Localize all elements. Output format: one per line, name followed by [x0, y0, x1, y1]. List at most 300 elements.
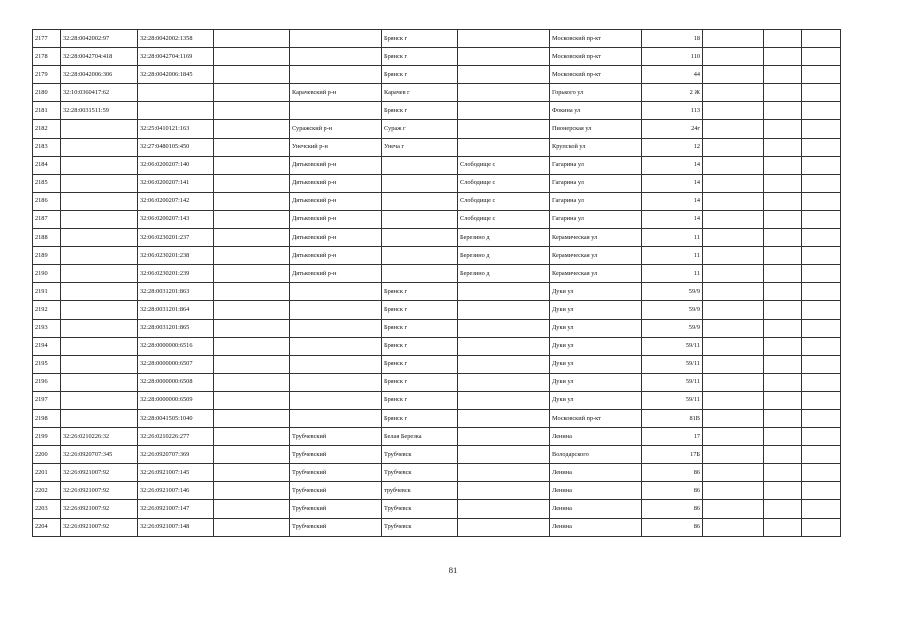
extra-cell-1	[703, 192, 764, 210]
settlement-cell: Березино д	[458, 265, 550, 283]
street-cell: Гагарина ул	[550, 156, 642, 174]
old-cadastral-number-cell	[61, 120, 138, 138]
empty-cell	[214, 518, 290, 536]
extra-cell-1	[703, 518, 764, 536]
city-cell: Брянск г	[382, 355, 458, 373]
empty-cell	[214, 373, 290, 391]
district-cell	[290, 355, 382, 373]
district-cell: Трубчевский	[290, 464, 382, 482]
extra-cell-2	[764, 120, 802, 138]
street-cell: Ленина	[550, 500, 642, 518]
district-cell: Дятьковский р-н	[290, 174, 382, 192]
city-cell: Брянск г	[382, 66, 458, 84]
row-number-cell: 2189	[33, 247, 61, 265]
extra-cell-2	[764, 138, 802, 156]
house-number-cell: 11	[642, 229, 703, 247]
street-cell: Дуки ул	[550, 301, 642, 319]
row-number-cell: 2196	[33, 373, 61, 391]
district-cell	[290, 301, 382, 319]
extra-cell-1	[703, 120, 764, 138]
extra-cell-3	[802, 84, 841, 102]
extra-cell-2	[764, 192, 802, 210]
street-cell: Ленина	[550, 518, 642, 536]
city-cell: Брянск г	[382, 391, 458, 409]
street-cell: Керамическая ул	[550, 265, 642, 283]
district-cell: Дятьковский р-н	[290, 229, 382, 247]
house-number-cell: 59/9	[642, 301, 703, 319]
empty-cell	[214, 391, 290, 409]
row-number-cell: 2188	[33, 229, 61, 247]
empty-cell	[214, 428, 290, 446]
extra-cell-2	[764, 500, 802, 518]
extra-cell-3	[802, 391, 841, 409]
street-cell: Дуки ул	[550, 373, 642, 391]
house-number-cell: 17Б	[642, 446, 703, 464]
empty-cell	[214, 355, 290, 373]
extra-cell-2	[764, 66, 802, 84]
extra-cell-3	[802, 319, 841, 337]
empty-cell	[214, 500, 290, 518]
row-number-cell: 2177	[33, 30, 61, 48]
registry-table	[32, 29, 841, 537]
settlement-cell	[458, 373, 550, 391]
street-cell: Ленина	[550, 482, 642, 500]
street-cell: Фокина ул	[550, 102, 642, 120]
extra-cell-1	[703, 464, 764, 482]
extra-cell-1	[703, 84, 764, 102]
empty-cell	[214, 229, 290, 247]
house-number-cell: 59/11	[642, 373, 703, 391]
table-row	[33, 66, 841, 84]
street-cell: Гагарина ул	[550, 210, 642, 228]
street-cell: Дуки ул	[550, 391, 642, 409]
old-cadastral-number-cell	[61, 192, 138, 210]
row-number-cell: 2183	[33, 138, 61, 156]
table-row	[33, 446, 841, 464]
house-number-cell: 11	[642, 265, 703, 283]
extra-cell-1	[703, 355, 764, 373]
extra-cell-3	[802, 355, 841, 373]
extra-cell-3	[802, 409, 841, 427]
house-number-cell: 2 Ж	[642, 84, 703, 102]
district-cell: Дятьковский р-н	[290, 192, 382, 210]
old-cadastral-number-cell	[61, 247, 138, 265]
extra-cell-1	[703, 373, 764, 391]
old-cadastral-number-cell: 32:28:0031511:59	[61, 102, 138, 120]
street-cell: Дуки ул	[550, 337, 642, 355]
old-cadastral-number-cell	[61, 156, 138, 174]
cadastral-number-cell: 32:26:0921007:145	[138, 464, 214, 482]
district-cell: Карачевский р-н	[290, 84, 382, 102]
empty-cell	[214, 48, 290, 66]
street-cell: Керамическая ул	[550, 229, 642, 247]
extra-cell-2	[764, 464, 802, 482]
cadastral-number-cell: 32:06:0230201:237	[138, 229, 214, 247]
street-cell: Дуки ул	[550, 283, 642, 301]
extra-cell-1	[703, 156, 764, 174]
city-cell: Брянск г	[382, 319, 458, 337]
extra-cell-2	[764, 373, 802, 391]
extra-cell-2	[764, 518, 802, 536]
district-cell	[290, 409, 382, 427]
house-number-cell: 14	[642, 156, 703, 174]
settlement-cell	[458, 138, 550, 156]
cadastral-number-cell: 32:28:0000000:6507	[138, 355, 214, 373]
extra-cell-2	[764, 428, 802, 446]
cadastral-number-cell: 32:28:0042704:1169	[138, 48, 214, 66]
extra-cell-2	[764, 391, 802, 409]
district-cell	[290, 48, 382, 66]
city-cell	[382, 247, 458, 265]
table-row	[33, 283, 841, 301]
extra-cell-2	[764, 229, 802, 247]
street-cell: Московский пр-кт	[550, 30, 642, 48]
house-number-cell: 86	[642, 500, 703, 518]
extra-cell-1	[703, 30, 764, 48]
extra-cell-3	[802, 156, 841, 174]
row-number-cell: 2190	[33, 265, 61, 283]
settlement-cell	[458, 48, 550, 66]
city-cell: Сураж г	[382, 120, 458, 138]
table-row	[33, 337, 841, 355]
old-cadastral-number-cell	[61, 391, 138, 409]
district-cell	[290, 391, 382, 409]
old-cadastral-number-cell: 32:28:0042704:418	[61, 48, 138, 66]
city-cell: Трубчевск	[382, 500, 458, 518]
table-row	[33, 355, 841, 373]
district-cell	[290, 102, 382, 120]
extra-cell-2	[764, 301, 802, 319]
extra-cell-1	[703, 319, 764, 337]
old-cadastral-number-cell: 32:26:0210226:32	[61, 428, 138, 446]
extra-cell-2	[764, 265, 802, 283]
district-cell	[290, 337, 382, 355]
cadastral-number-cell: 32:28:0041505:1040	[138, 409, 214, 427]
extra-cell-1	[703, 301, 764, 319]
extra-cell-2	[764, 210, 802, 228]
house-number-cell: 14	[642, 192, 703, 210]
empty-cell	[214, 283, 290, 301]
empty-cell	[214, 102, 290, 120]
old-cadastral-number-cell	[61, 265, 138, 283]
extra-cell-2	[764, 319, 802, 337]
street-cell: Крупской ул	[550, 138, 642, 156]
old-cadastral-number-cell: 32:10:0360417:62	[61, 84, 138, 102]
street-cell: Гагарина ул	[550, 174, 642, 192]
extra-cell-3	[802, 138, 841, 156]
extra-cell-3	[802, 247, 841, 265]
house-number-cell: 81В	[642, 409, 703, 427]
extra-cell-3	[802, 48, 841, 66]
district-cell	[290, 66, 382, 84]
row-number-cell: 2178	[33, 48, 61, 66]
cadastral-number-cell: 32:06:0200207:140	[138, 156, 214, 174]
house-number-cell: 59/11	[642, 391, 703, 409]
extra-cell-1	[703, 210, 764, 228]
settlement-cell	[458, 464, 550, 482]
table-row	[33, 30, 841, 48]
cadastral-number-cell: 32:25:0410121:163	[138, 120, 214, 138]
row-number-cell: 2195	[33, 355, 61, 373]
extra-cell-1	[703, 391, 764, 409]
street-cell: Дуки ул	[550, 319, 642, 337]
extra-cell-2	[764, 409, 802, 427]
row-number-cell: 2181	[33, 102, 61, 120]
house-number-cell: 24г	[642, 120, 703, 138]
empty-cell	[214, 446, 290, 464]
cadastral-number-cell: 32:28:0042006:1845	[138, 66, 214, 84]
house-number-cell: 59/11	[642, 355, 703, 373]
cadastral-number-cell: 32:26:0921007:146	[138, 482, 214, 500]
settlement-cell: Березино д	[458, 247, 550, 265]
settlement-cell: Слободище с	[458, 192, 550, 210]
old-cadastral-number-cell: 32:26:0920707:345	[61, 446, 138, 464]
extra-cell-2	[764, 247, 802, 265]
city-cell	[382, 192, 458, 210]
empty-cell	[214, 192, 290, 210]
city-cell: Брянск г	[382, 337, 458, 355]
table-row	[33, 156, 841, 174]
city-cell: Трубчевск	[382, 464, 458, 482]
cadastral-number-cell: 32:06:0200207:143	[138, 210, 214, 228]
extra-cell-2	[764, 482, 802, 500]
extra-cell-3	[802, 428, 841, 446]
city-cell: Брянск г	[382, 283, 458, 301]
old-cadastral-number-cell	[61, 337, 138, 355]
city-cell: Трубчевск	[382, 446, 458, 464]
district-cell	[290, 283, 382, 301]
city-cell	[382, 210, 458, 228]
old-cadastral-number-cell: 32:26:0921007:92	[61, 518, 138, 536]
extra-cell-3	[802, 192, 841, 210]
settlement-cell	[458, 500, 550, 518]
district-cell: Дятьковский р-н	[290, 156, 382, 174]
empty-cell	[214, 409, 290, 427]
extra-cell-1	[703, 482, 764, 500]
extra-cell-2	[764, 30, 802, 48]
cadastral-number-cell: 32:06:0230201:238	[138, 247, 214, 265]
table-body	[33, 30, 841, 537]
extra-cell-2	[764, 102, 802, 120]
district-cell: Трубчевский	[290, 500, 382, 518]
city-cell: Брянск г	[382, 409, 458, 427]
city-cell: Карачев г	[382, 84, 458, 102]
empty-cell	[214, 464, 290, 482]
cadastral-number-cell: 32:28:0031201:865	[138, 319, 214, 337]
row-number-cell: 2191	[33, 283, 61, 301]
extra-cell-3	[802, 210, 841, 228]
house-number-cell: 110	[642, 48, 703, 66]
city-cell: Унеча г	[382, 138, 458, 156]
table-row	[33, 102, 841, 120]
table-row	[33, 265, 841, 283]
row-number-cell: 2204	[33, 518, 61, 536]
house-number-cell: 18	[642, 30, 703, 48]
settlement-cell	[458, 355, 550, 373]
district-cell	[290, 373, 382, 391]
district-cell: Трубчевский	[290, 428, 382, 446]
empty-cell	[214, 265, 290, 283]
extra-cell-3	[802, 265, 841, 283]
old-cadastral-number-cell	[61, 174, 138, 192]
row-number-cell: 2179	[33, 66, 61, 84]
old-cadastral-number-cell	[61, 210, 138, 228]
house-number-cell: 59/11	[642, 337, 703, 355]
extra-cell-3	[802, 283, 841, 301]
cadastral-number-cell: 32:26:0920707:369	[138, 446, 214, 464]
table-row	[33, 48, 841, 66]
district-cell	[290, 30, 382, 48]
city-cell	[382, 229, 458, 247]
settlement-cell	[458, 66, 550, 84]
district-cell: Суражский р-н	[290, 120, 382, 138]
house-number-cell: 86	[642, 482, 703, 500]
empty-cell	[214, 301, 290, 319]
extra-cell-2	[764, 84, 802, 102]
old-cadastral-number-cell: 32:26:0921007:92	[61, 500, 138, 518]
cadastral-number-cell: 32:28:0042002:1358	[138, 30, 214, 48]
cadastral-number-cell: 32:28:0031201:864	[138, 301, 214, 319]
cadastral-number-cell: 32:28:0000000:6508	[138, 373, 214, 391]
table-row	[33, 120, 841, 138]
old-cadastral-number-cell	[61, 373, 138, 391]
cadastral-number-cell: 32:06:0230201:239	[138, 265, 214, 283]
cadastral-number-cell	[138, 102, 214, 120]
settlement-cell	[458, 482, 550, 500]
extra-cell-3	[802, 482, 841, 500]
empty-cell	[214, 84, 290, 102]
settlement-cell	[458, 446, 550, 464]
row-number-cell: 2200	[33, 446, 61, 464]
city-cell	[382, 265, 458, 283]
street-cell: Горького ул	[550, 84, 642, 102]
extra-cell-3	[802, 518, 841, 536]
settlement-cell: Слободище с	[458, 174, 550, 192]
old-cadastral-number-cell: 32:28:0042006:306	[61, 66, 138, 84]
city-cell: Белая Березка	[382, 428, 458, 446]
extra-cell-2	[764, 337, 802, 355]
extra-cell-2	[764, 48, 802, 66]
extra-cell-1	[703, 48, 764, 66]
settlement-cell	[458, 30, 550, 48]
settlement-cell: Березино д	[458, 229, 550, 247]
settlement-cell	[458, 518, 550, 536]
empty-cell	[214, 319, 290, 337]
cadastral-number-cell: 32:28:0031201:863	[138, 283, 214, 301]
house-number-cell: 59/9	[642, 283, 703, 301]
extra-cell-2	[764, 446, 802, 464]
table-row	[33, 229, 841, 247]
settlement-cell	[458, 409, 550, 427]
cadastral-number-cell: 32:26:0210226:277	[138, 428, 214, 446]
street-cell: Володарского	[550, 446, 642, 464]
cadastral-number-cell: 32:27:0480105:450	[138, 138, 214, 156]
old-cadastral-number-cell: 32:28:0042002:97	[61, 30, 138, 48]
row-number-cell: 2187	[33, 210, 61, 228]
extra-cell-3	[802, 446, 841, 464]
cadastral-number-cell: 32:06:0200207:141	[138, 174, 214, 192]
table-row	[33, 482, 841, 500]
row-number-cell: 2182	[33, 120, 61, 138]
row-number-cell: 2202	[33, 482, 61, 500]
table-row	[33, 464, 841, 482]
settlement-cell	[458, 102, 550, 120]
row-number-cell: 2194	[33, 337, 61, 355]
extra-cell-3	[802, 337, 841, 355]
district-cell: Трубчевский	[290, 518, 382, 536]
settlement-cell	[458, 428, 550, 446]
extra-cell-2	[764, 156, 802, 174]
settlement-cell	[458, 84, 550, 102]
extra-cell-1	[703, 409, 764, 427]
extra-cell-3	[802, 464, 841, 482]
table-row	[33, 428, 841, 446]
extra-cell-3	[802, 500, 841, 518]
page-number: 81	[448, 565, 458, 575]
settlement-cell	[458, 337, 550, 355]
street-cell: Московский пр-кт	[550, 48, 642, 66]
district-cell: Дятьковский р-н	[290, 210, 382, 228]
street-cell: Пионерская ул	[550, 120, 642, 138]
settlement-cell	[458, 301, 550, 319]
table-row	[33, 210, 841, 228]
extra-cell-2	[764, 283, 802, 301]
table-row	[33, 319, 841, 337]
settlement-cell: Слободище с	[458, 210, 550, 228]
table-row	[33, 409, 841, 427]
table-row	[33, 174, 841, 192]
extra-cell-1	[703, 265, 764, 283]
row-number-cell: 2186	[33, 192, 61, 210]
extra-cell-1	[703, 174, 764, 192]
extra-cell-1	[703, 500, 764, 518]
city-cell: Брянск г	[382, 48, 458, 66]
table-row	[33, 192, 841, 210]
old-cadastral-number-cell	[61, 409, 138, 427]
extra-cell-1	[703, 102, 764, 120]
table-row	[33, 518, 841, 536]
old-cadastral-number-cell	[61, 283, 138, 301]
city-cell: Брянск г	[382, 301, 458, 319]
settlement-cell: Слободище с	[458, 156, 550, 174]
empty-cell	[214, 156, 290, 174]
extra-cell-1	[703, 138, 764, 156]
empty-cell	[214, 247, 290, 265]
old-cadastral-number-cell: 32:26:0921007:92	[61, 464, 138, 482]
street-cell: Керамическая ул	[550, 247, 642, 265]
table-row	[33, 301, 841, 319]
extra-cell-3	[802, 120, 841, 138]
house-number-cell: 113	[642, 102, 703, 120]
extra-cell-1	[703, 446, 764, 464]
cadastral-number-cell: 32:28:0000000:6509	[138, 391, 214, 409]
settlement-cell	[458, 391, 550, 409]
table-row	[33, 373, 841, 391]
extra-cell-2	[764, 355, 802, 373]
extra-cell-3	[802, 229, 841, 247]
street-cell: Гагарина ул	[550, 192, 642, 210]
row-number-cell: 2192	[33, 301, 61, 319]
empty-cell	[214, 30, 290, 48]
house-number-cell: 17	[642, 428, 703, 446]
extra-cell-1	[703, 66, 764, 84]
empty-cell	[214, 482, 290, 500]
district-cell: Трубчевский	[290, 482, 382, 500]
empty-cell	[214, 174, 290, 192]
cadastral-number-cell: 32:06:0200207:142	[138, 192, 214, 210]
row-number-cell: 2185	[33, 174, 61, 192]
table-row	[33, 391, 841, 409]
